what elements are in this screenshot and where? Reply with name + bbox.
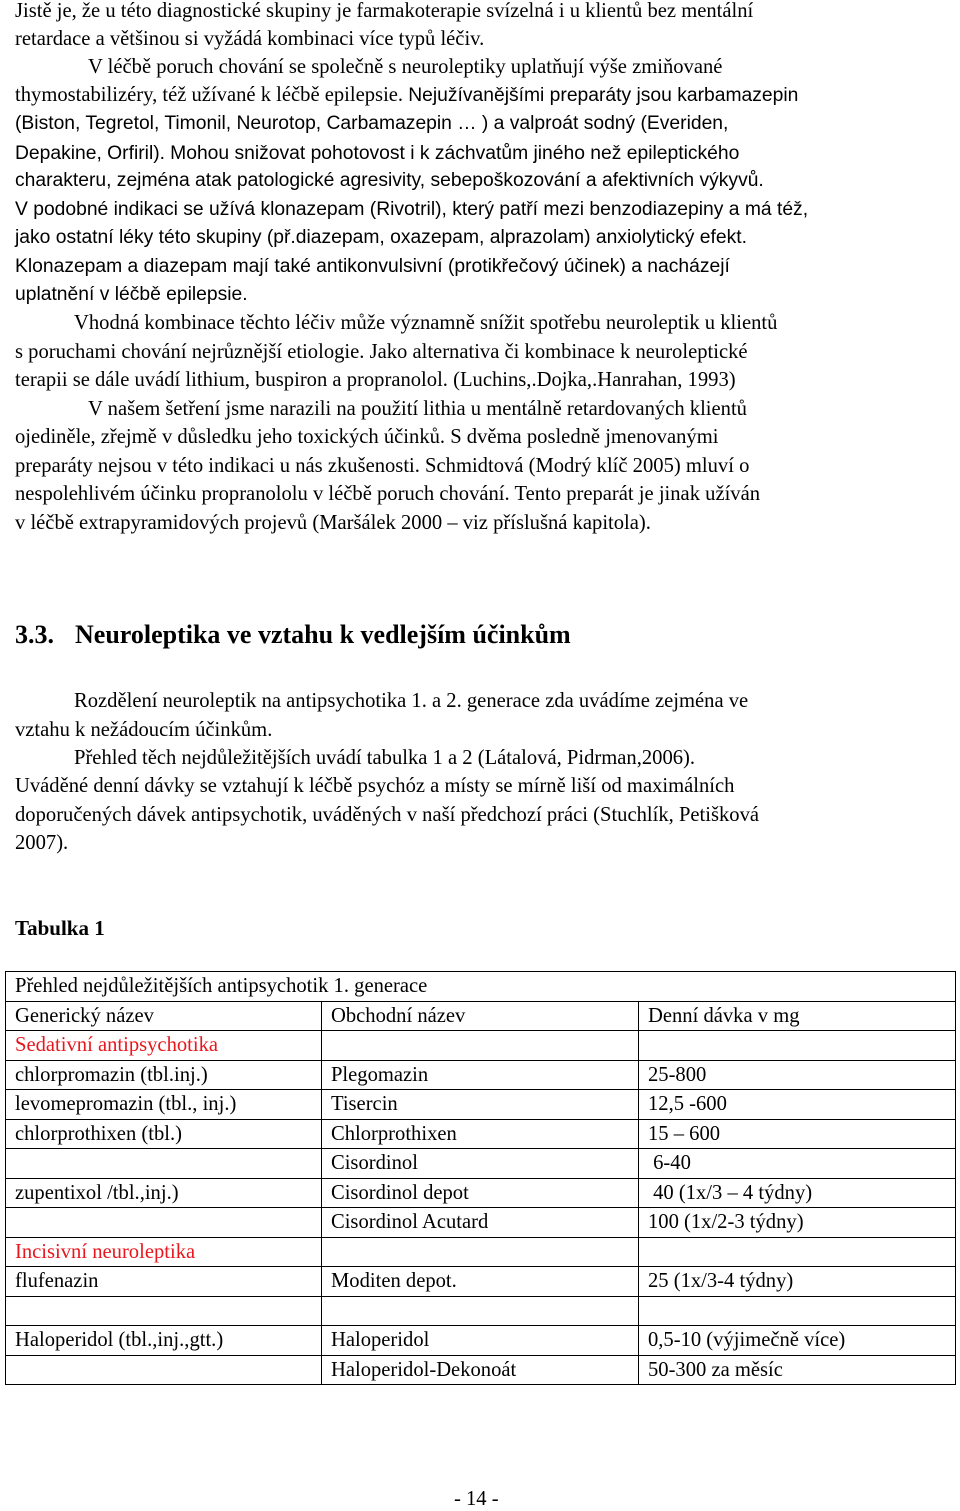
body-line: Uváděné denní dávky se vztahují k léčbě psychóz a místy se mírně liší od maximálních [15,775,735,797]
body-line: preparáty nejsou v této indikaci u nás zkušenosti. Schmidtová (Modrý klíč 2005) mluví o [15,455,750,477]
table-header-cell: Denní dávka v mg [638,1001,955,1031]
body-line: 2007). [15,832,69,854]
table-cell: Haloperidol [321,1326,638,1356]
body-line: nespolehlivém účinku propranololu v léčbě poruch chování. Tento preparát je jinak užíván [15,483,761,505]
body-line: Klonazepam a diazepam mají také antikonvulsivní (protikřečový účinek) a nacházejí [15,256,730,277]
table-cell [638,1296,955,1326]
table-cell: Tisercin [321,1090,638,1120]
body-line [15,139,739,168]
table-cell: 40 (1x/3 – 4 týdny) [638,1178,955,1208]
section-number: 3.3. [15,620,54,649]
table-cell: chlorprothixen (tbl.) [6,1119,322,1149]
table-header-cell: Generický název [6,1001,322,1031]
body-line [15,81,798,110]
table-title-row [6,972,956,1002]
table-cell: levomepromazin (tbl., inj.) [6,1090,322,1120]
table-row [6,1149,956,1179]
table-cell [638,1237,955,1267]
table-cell: 100 (1x/2-3 týdny) [638,1208,955,1238]
body-line: doporučených dávek antipsychotik, uváděných v naší předchozí práci (Stuchlík, Petišková [15,804,760,826]
page-number: - 14 - [454,1488,499,1510]
table-cell: 6-40 [638,1149,955,1179]
body-text-sans: Mohou snižovat pohotovost i k záchvatům jiného než epileptického [170,143,740,164]
section-heading [15,620,571,650]
body-line: terapii se dále uvádí lithium, buspiron a propranolol. (Luchins,.Dojka,.Hanrahan, 1993) [15,369,736,391]
table-row [6,1119,956,1149]
table-row [6,1296,956,1326]
table-cell: 12,5 -600 [638,1090,955,1120]
table-cell [321,1296,638,1326]
table-row [6,1326,956,1356]
table-row [6,1208,956,1238]
table-cell: zupentixol /tbl.,inj.) [6,1178,322,1208]
table-row [6,1060,956,1090]
table-category-cell: Incisivní neuroleptika [6,1237,322,1267]
body-line: uplatnění v léčbě epilepsie. [15,284,248,305]
body-text-sans: Nejužívanějšími preparáty jsou karbamazepin [408,85,799,106]
table-row [6,1178,956,1208]
body-line: V podobné indikaci se užívá klonazepam (Rivotril), který patří mezi benzodiazepiny a má též, [15,199,809,220]
body-line: V našem šetření jsme narazili na použití lithia u mentálně retardovaných klientů [88,398,747,420]
table-cell: Moditen depot. [321,1267,638,1297]
table-header-cell: Obchodní název [321,1001,638,1031]
table-cell: flufenazin [6,1267,322,1297]
body-text: thymostabilizéry, též užívané k léčbě epilepsie. [15,84,404,106]
body-line: s poruchami chování nejrůznější etiologie. Jako alternativa či kombinace k neuroleptické [15,341,748,363]
table-row [6,1355,956,1385]
table-cell: 25 (1x/3-4 týdny) [638,1267,955,1297]
table-cell [6,1296,322,1326]
table-cell [321,1031,638,1061]
body-line: Vhodná kombinace těchto léčiv může významně snížit spotřebu neuroleptik u klientů [74,312,778,334]
table-cell: Plegomazin [321,1060,638,1090]
table-cell: Cisordinol [321,1149,638,1179]
table-row [6,1031,956,1061]
table-cell: 50-300 za měsíc [638,1355,955,1385]
body-line: V léčbě poruch chování se společně s neuroleptiky uplatňují výše zmiňované [88,56,723,78]
body-line: Jistě je, že u této diagnostické skupiny je farmakoterapie svízelná i u klientů bez mentální [15,0,754,22]
table-cell [321,1237,638,1267]
table-cell [6,1149,322,1179]
table-cell: Haloperidol-Dekonoát [321,1355,638,1385]
table-caption: Tabulka 1 [15,916,105,940]
table-cell: 0,5-10 (výjimečně více) [638,1326,955,1356]
table-cell: 25-800 [638,1060,955,1090]
table-cell [6,1355,322,1385]
table-cell [6,1208,322,1238]
table-row [6,1237,956,1267]
table-title: Přehled nejdůležitějších antipsychotik 1. generace [6,972,956,1002]
table-cell: Chlorprothixen [321,1119,638,1149]
table-cell: 15 – 600 [638,1119,955,1149]
body-line: ojediněle, zřejmě v důsledku jeho toxických účinků. S dvěma posledně jmenovanými [15,426,719,448]
body-line: jako ostatní léky této skupiny (př.diazepam, oxazepam, alprazolam) anxiolytický efekt. [15,227,747,248]
table-cell [638,1031,955,1061]
table-category-cell: Sedativní antipsychotika [6,1031,322,1061]
table-cell: Haloperidol (tbl.,inj.,gtt.) [6,1326,322,1356]
body-line: retardace a většinou si vyžádá kombinaci více typů léčiv. [15,28,485,50]
body-line: (Biston, Tegretol, Timonil, Neurotop, Carbamazepin … ) a valproát sodný (Everiden, [15,113,729,134]
body-line: vztahu k nežádoucím účinkům. [15,719,273,741]
section-title: Neuroleptika ve vztahu k vedlejším účinkům [75,620,571,649]
body-line: Rozdělení neuroleptik na antipsychotika 1. a 2. generace zda uvádíme zejména ve [74,690,749,712]
antipsychotics-table [5,971,956,1385]
table-cell: Cisordinol depot [321,1178,638,1208]
table-row [6,1090,956,1120]
table-cell: chlorpromazin (tbl.inj.) [6,1060,322,1090]
body-line: Přehled těch nejdůležitějších uvádí tabulka 1 a 2 (Látalová, Pidrman,2006). [74,747,696,769]
table-cell: Cisordinol Acutard [321,1208,638,1238]
table-header-row [6,1001,956,1031]
body-text-sans: Depakine, Orfiril). [15,143,166,164]
table-row [6,1267,956,1297]
body-line: v léčbě extrapyramidových projevů (Maršálek 2000 – viz příslušná kapitola). [15,512,651,534]
body-line: charakteru, zejména atak patologické agresivity, sebepoškozování a afektivních výkyvů. [15,170,764,191]
